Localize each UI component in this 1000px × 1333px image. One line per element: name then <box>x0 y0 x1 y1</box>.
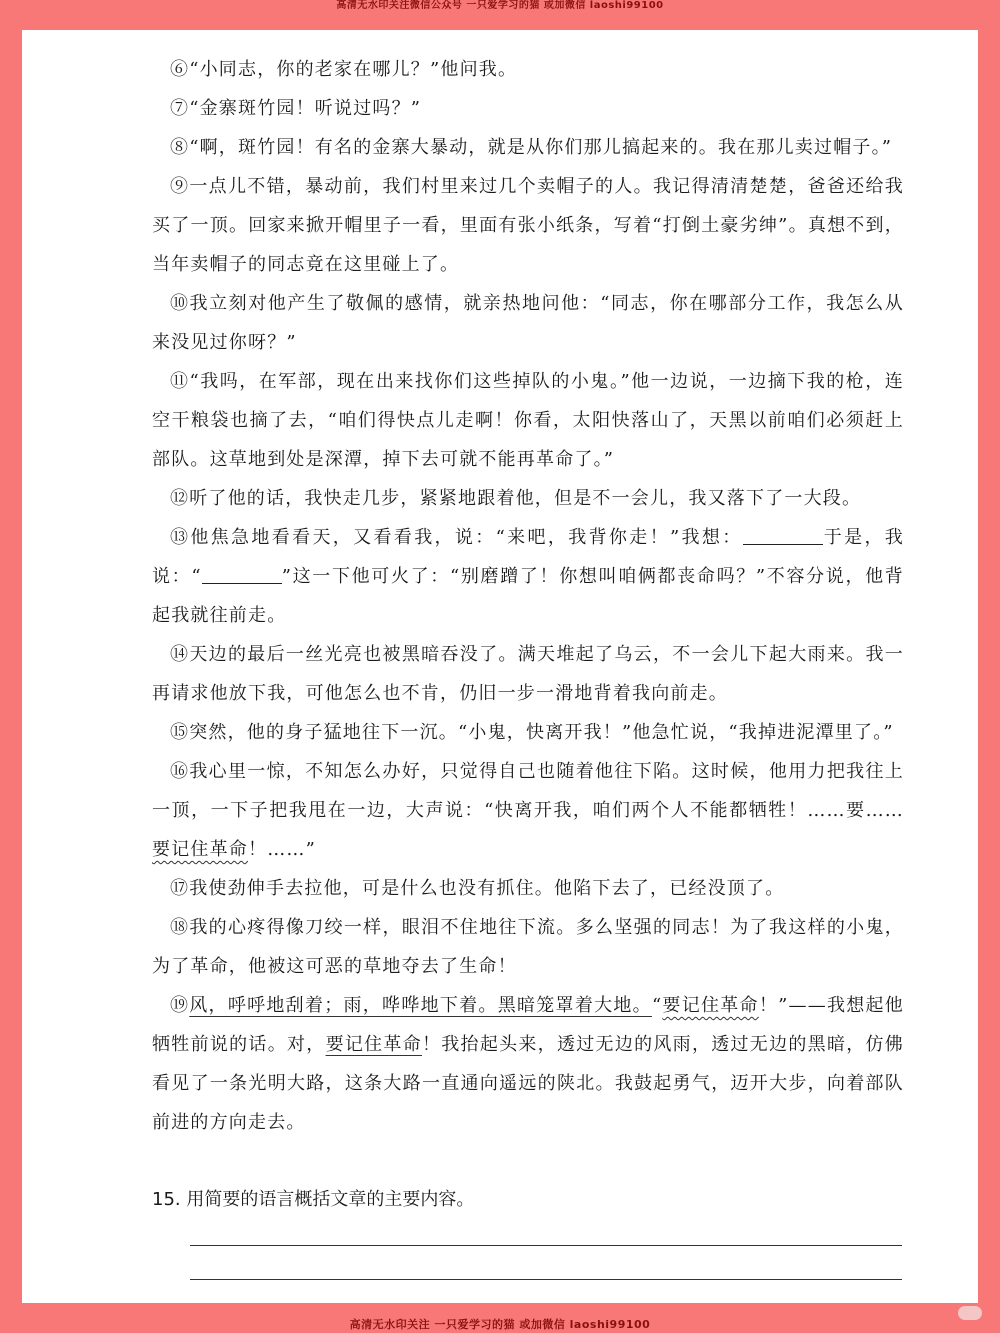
paragraph-13-part-c: ”这一下他可火了：“别磨蹭了！你想叫咱俩都丧命吗？”不容分说，他背起我就往前走。 <box>152 566 904 626</box>
paragraph-15: ⑮突然，他的身子猛地往下一沉。“小鬼，快离开我！”他急忙说，“我掉进泥潭里了。” <box>170 722 894 743</box>
paragraph-13 <box>152 518 904 635</box>
paragraph-11: ⑪“我吗，在军部，现在出来找你们这些掉队的小鬼。”他一边说，一边摘下我的枪，连空干粮袋也摘了去，“咱们得快点儿走啊！你看，太阳快落山了，天黑以前咱们必须赶上部队。这草地到处是深潭，掉下去可就不能再革命了。” <box>152 371 904 470</box>
paragraph-13-part-b: 于是，我说：“ <box>152 527 904 587</box>
paragraph-10: ⑩我立刻对他产生了敬佩的感情，就亲热地问他：“同志，你在哪部分工作，我怎么从来没见过你呀？” <box>152 293 904 353</box>
paragraph-12: ⑫听了他的话，我快走几步，紧紧地跟着他，但是不一会儿，我又落下了一大段。 <box>170 488 862 509</box>
close-quote: ！” <box>758 995 789 1016</box>
paragraph-14: ⑭天边的最后一丝光亮也被黑暗吞没了。满天堆起了乌云，不一会儿下起大雨来。我一再请求他放下我，可他怎么也不肯，仍旧一步一滑地背着我向前走。 <box>152 644 904 704</box>
paragraph-16-part-b: ！……” <box>248 839 317 860</box>
underlined-sentence: 风，呼呼地刮着；雨，哗哗地下着。黑暗笼罩着大地。 <box>189 995 652 1016</box>
answer-line-2[interactable] <box>190 1279 902 1280</box>
paragraph-19-part-3: ！我抬起头来，透过无边的风雨，透过无边的黑暗，仿佛看见了一条光明大路，这条大路一直通向遥远的陕北。我鼓起勇气，迈开大步，向着部队前进的方向走去。 <box>152 1034 904 1133</box>
fill-blank-1[interactable] <box>743 524 823 545</box>
paragraph-17: ⑰我使劲伸手去拉他，可是什么也没有抓住。他陷下去了，已经没顶了。 <box>170 878 785 899</box>
paragraph-19-number: ⑲ <box>170 995 190 1016</box>
fill-blank-2[interactable] <box>202 563 282 584</box>
reading-passage <box>152 50 904 1142</box>
bottom-watermark-banner: 高清无水印关注 一只爱学习的猫 或加微信 laoshi99100 <box>349 1318 651 1331</box>
question-15: 15. 用简要的语言概括文章的主要内容。 <box>152 1189 475 1210</box>
underlined-phrase-3: 要记住革命 <box>325 1034 422 1055</box>
paragraph-19-part-2: ——我想起他牺牲前说的话。对， <box>152 995 905 1055</box>
wavy-underlined-phrase: 要记住革命 <box>152 839 248 860</box>
paragraph-19 <box>152 986 904 1142</box>
paragraph-13-part-a: ⑬他焦急地看看天，又看看我，说：“来吧，我背你走！”我想： <box>170 527 743 548</box>
paragraph-8: ⑧“啊，斑竹园！有名的金寨大暴动，就是从你们那儿搞起来的。我在那儿卖过帽子。” <box>170 137 893 158</box>
paragraph-18: ⑱我的心疼得像刀绞一样，眼泪不住地往下流。多么坚强的同志！为了我这样的小鬼，为了革命，他被这可恶的草地夺去了生命！ <box>152 917 904 977</box>
paragraph-16-part-a: ⑯我心里一惊，不知怎么办好，只觉得自己也随着他往下陷。这时候，他用力把我往上一顶，一下子把我甩在一边，大声说：“快离开我，咱们两个人不能都牺牲！……要…… <box>152 761 904 821</box>
paragraph-9: ⑨一点儿不错，暴动前，我们村里来过几个卖帽子的人。我记得清清楚楚，爸爸还给我买了一顶。回家来掀开帽里子一看，里面有张小纸条，写着“打倒土豪劣绅”。真想不到，当年卖帽子的同志竟在这里碰上了。 <box>152 176 904 275</box>
paragraph-16 <box>152 752 904 869</box>
open-quote: “ <box>651 995 663 1016</box>
wavy-underlined-phrase-2: 要记住革命 <box>662 995 759 1016</box>
answer-line-1[interactable] <box>190 1245 902 1246</box>
paragraph-6: ⑥“小同志，你的老家在哪儿？”他问我。 <box>170 59 518 80</box>
paragraph-7: ⑦“金寨斑竹园！听说过吗？” <box>170 98 422 119</box>
top-watermark-banner: 高清无水印关注微信公众号 一只爱学习的猫 或加微信 laoshi99100 <box>336 0 664 11</box>
worksheet-page <box>22 30 978 1303</box>
